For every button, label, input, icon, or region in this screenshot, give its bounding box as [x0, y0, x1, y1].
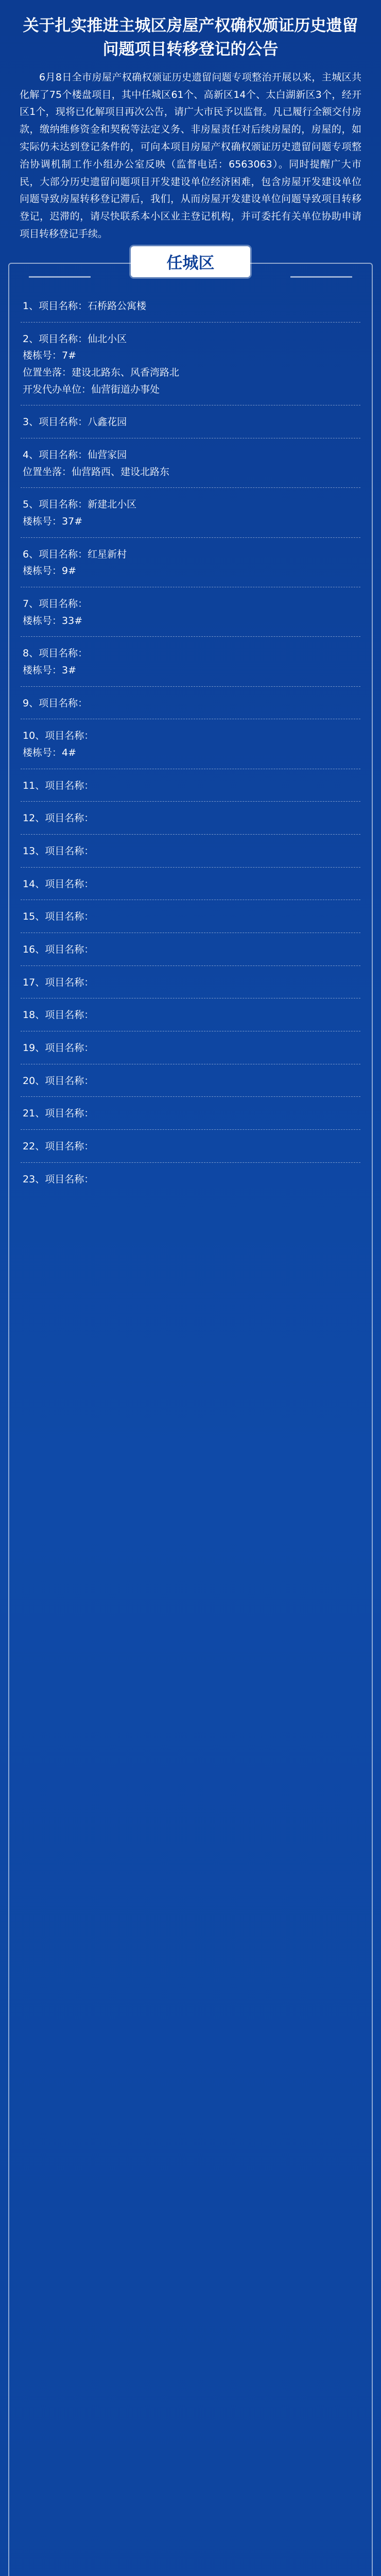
district-badge: 任城区 — [131, 246, 250, 277]
project-item — [21, 487, 360, 537]
project-number-separator: 、 — [35, 845, 45, 857]
project-name-label: 项目名称： — [39, 648, 88, 659]
project-item — [21, 405, 360, 438]
project-number-separator: 、 — [35, 1173, 45, 1185]
project-number-separator: 、 — [35, 1108, 45, 1120]
project-item — [21, 998, 360, 1031]
project-name-label: 项目名称： — [39, 333, 88, 345]
project-location-value: 建设北路东、风香湾路北 — [72, 366, 180, 378]
project-number: 17 — [23, 976, 36, 988]
project-number: 8 — [23, 648, 29, 659]
project-name-label: 项目名称： — [45, 812, 94, 824]
project-location-line — [23, 464, 358, 481]
project-number-separator: 、 — [29, 598, 39, 609]
project-name-value: 仙营家园 — [88, 449, 127, 461]
project-number: 23 — [23, 1173, 36, 1185]
project-location-value: 仙营路西、建设北路东 — [72, 466, 170, 478]
project-item — [21, 1064, 360, 1097]
article-header — [0, 0, 381, 243]
project-number-separator: 、 — [35, 976, 45, 988]
project-number: 19 — [23, 1042, 36, 1054]
project-name-line — [23, 1007, 358, 1024]
badge-decoration-left — [29, 276, 91, 278]
project-building-value: 3# — [62, 664, 77, 676]
project-name-label: 项目名称： — [45, 1141, 94, 1153]
article-intro: 6月8日全市房屋产权确权颁证历史遗留问题专项整治开展以来，主城区共化解了75个楼盘项目，其中任城区61个、高新区14个、太白湖新区3个，经开区1个，现将已化解项目再次公告，请广大市民予以监督。凡已履行全额交付房款，缴纳维修资金和契税等法定义务、非房屋责任对后续房屋的，房屋的，如实际仍未达到登记条件的，可向本项目房屋产权确权颁证历史遗留问题专项整治协调机制工作小组办公室反映（监督电话：6563063）。同时提醒广大市民，大部分历史遗留问题项目开发建设单位经济困难，包含房屋开发建设单位问题导致房屋转移登记滞后，我们，从而房屋开发建设单位问题导致项目转移登记，迟滞的，请尽快联系本小区业主登记机构，并可委托有关单位协助申请项目转移登记手续。 — [20, 71, 361, 240]
project-name-line — [23, 974, 358, 991]
project-number: 6 — [23, 548, 29, 560]
project-item — [21, 686, 360, 719]
project-item — [21, 1162, 360, 1195]
project-building-value: 4# — [62, 747, 77, 758]
project-name-label: 项目名称： — [45, 1009, 94, 1021]
project-name-line — [23, 876, 358, 893]
project-name-label: 项目名称： — [45, 845, 94, 857]
project-name-line — [23, 908, 358, 925]
project-number-separator: 、 — [35, 1075, 45, 1087]
project-name-line — [23, 546, 358, 563]
project-name-label: 项目名称： — [39, 499, 88, 511]
project-item — [21, 965, 360, 998]
project-location-line — [23, 364, 358, 381]
project-name-label: 项目名称： — [39, 300, 88, 312]
project-name-line — [23, 414, 358, 431]
project-item — [21, 769, 360, 802]
project-number-separator: 、 — [29, 300, 39, 312]
project-name-line — [23, 298, 358, 315]
project-name-label: 项目名称： — [45, 911, 94, 923]
project-name-line — [23, 496, 358, 513]
project-number-separator: 、 — [29, 449, 39, 461]
project-name-label: 项目名称： — [45, 878, 94, 890]
project-number: 14 — [23, 878, 36, 890]
project-number: 9 — [23, 697, 29, 709]
project-item — [21, 834, 360, 867]
project-item — [21, 900, 360, 933]
project-number: 12 — [23, 812, 36, 824]
project-number-separator: 、 — [29, 697, 39, 709]
project-developer-value: 仙营街道办事处 — [91, 383, 160, 395]
project-number: 20 — [23, 1075, 36, 1087]
project-number: 2 — [23, 333, 29, 345]
project-item — [21, 438, 360, 487]
project-name-label: 项目名称： — [45, 1108, 94, 1120]
project-number: 4 — [23, 449, 29, 461]
project-name-label: 项目名称： — [39, 697, 88, 709]
project-building-value: 7# — [62, 350, 77, 362]
article-title: 关于扎实推进主城区房屋产权确权颁证历史遗留问题项目转移登记的公告 — [23, 16, 358, 59]
project-number-separator: 、 — [35, 779, 45, 791]
project-number: 15 — [23, 911, 36, 923]
project-name-value: 八鑫花园 — [88, 416, 127, 428]
project-item — [21, 322, 360, 405]
project-name-label: 项目名称： — [45, 976, 94, 988]
project-name-line — [23, 447, 358, 464]
project-name-label: 项目名称： — [39, 449, 88, 461]
district-section — [8, 254, 373, 2576]
project-item — [21, 295, 360, 322]
project-building-line — [23, 513, 358, 530]
project-name-label: 项目名称： — [45, 1042, 94, 1054]
project-building-line — [23, 613, 358, 630]
project-name-line — [23, 843, 358, 860]
project-number: 22 — [23, 1141, 36, 1153]
project-name-label: 项目名称： — [45, 779, 94, 791]
project-name-line — [23, 695, 358, 712]
project-number: 16 — [23, 944, 36, 955]
project-name-value: 新建北小区 — [88, 499, 137, 511]
project-number: 21 — [23, 1108, 36, 1120]
project-name-line — [23, 1105, 358, 1122]
project-item — [21, 867, 360, 900]
project-number-separator: 、 — [29, 548, 39, 560]
project-name-value: 红星新村 — [88, 548, 127, 560]
project-location-label: 位置坐落： — [23, 366, 72, 378]
project-number: 13 — [23, 845, 36, 857]
project-name-line — [23, 727, 358, 744]
project-number-separator: 、 — [29, 648, 39, 659]
project-building-value: 33# — [62, 615, 83, 626]
project-list — [8, 263, 373, 2576]
project-number: 5 — [23, 499, 29, 511]
project-number: 10 — [23, 730, 36, 742]
project-developer-line — [23, 381, 358, 398]
project-number-separator: 、 — [35, 812, 45, 824]
project-number: 3 — [23, 416, 29, 428]
project-name-line — [23, 596, 358, 613]
project-building-line — [23, 563, 358, 580]
project-location-label: 位置坐落： — [23, 466, 72, 478]
project-name-line — [23, 777, 358, 794]
project-item — [21, 1031, 360, 1064]
project-name-label: 项目名称： — [39, 416, 88, 428]
project-building-label: 楼栋号： — [23, 515, 62, 527]
project-name-label: 项目名称： — [39, 548, 88, 560]
project-building-label: 楼栋号： — [23, 565, 62, 577]
project-building-value: 37# — [62, 515, 83, 527]
project-item — [21, 719, 360, 768]
project-number-separator: 、 — [35, 1141, 45, 1153]
project-name-line — [23, 1073, 358, 1090]
project-building-label: 楼栋号： — [23, 350, 62, 362]
project-name-line — [23, 1138, 358, 1155]
project-number-separator: 、 — [29, 416, 39, 428]
project-number: 1 — [23, 300, 29, 312]
project-item — [21, 1096, 360, 1129]
project-number-separator: 、 — [35, 1042, 45, 1054]
project-building-label: 楼栋号： — [23, 615, 62, 626]
project-name-line — [23, 331, 358, 348]
project-number-separator: 、 — [35, 944, 45, 955]
project-number: 18 — [23, 1009, 36, 1021]
project-number-separator: 、 — [35, 1009, 45, 1021]
project-building-line — [23, 744, 358, 761]
project-name-label: 项目名称： — [45, 730, 94, 742]
project-name-value: 仙北小区 — [88, 333, 127, 345]
project-name-line — [23, 1040, 358, 1057]
project-name-label: 项目名称： — [45, 1173, 94, 1185]
project-name-label: 项目名称： — [45, 1075, 94, 1087]
project-building-line — [23, 662, 358, 679]
project-number: 11 — [23, 779, 36, 791]
project-item — [21, 537, 360, 587]
project-number: 7 — [23, 598, 29, 609]
project-name-value: 石桥路公寓楼 — [88, 300, 147, 312]
project-item — [21, 636, 360, 686]
project-number-separator: 、 — [35, 878, 45, 890]
project-name-line — [23, 810, 358, 827]
project-building-line — [23, 347, 358, 364]
badge-decoration-right — [290, 276, 352, 278]
project-number-separator: 、 — [35, 911, 45, 923]
project-developer-label: 开发代办单位： — [23, 383, 92, 395]
project-name-line — [23, 941, 358, 958]
project-number-separator: 、 — [35, 730, 45, 742]
project-building-value: 9# — [62, 565, 77, 577]
project-number-separator: 、 — [29, 333, 39, 345]
project-name-label: 项目名称： — [45, 944, 94, 955]
project-item — [21, 1129, 360, 1162]
project-building-label: 楼栋号： — [23, 664, 62, 676]
project-number-separator: 、 — [29, 499, 39, 511]
project-building-label: 楼栋号： — [23, 747, 62, 758]
project-name-label: 项目名称： — [39, 598, 88, 609]
project-item — [21, 587, 360, 636]
project-item — [21, 801, 360, 834]
project-name-line — [23, 1171, 358, 1188]
project-item — [21, 933, 360, 965]
project-name-line — [23, 645, 358, 662]
